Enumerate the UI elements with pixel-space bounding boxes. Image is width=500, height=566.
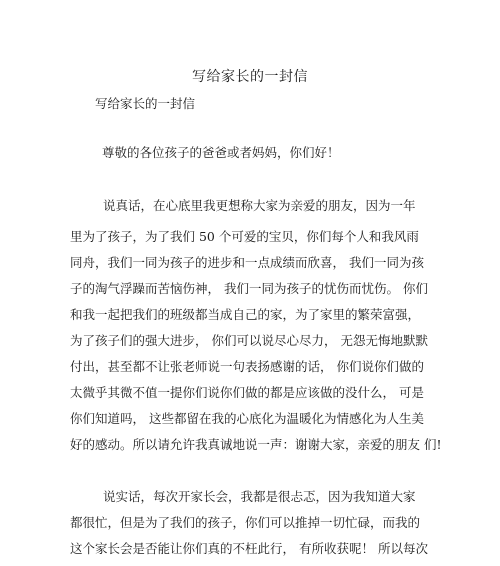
paragraph-line: 子的淘气浮躁而苦恼伤神， 我们一同为孩子的忧伤而忧伤。 你们 [70, 281, 428, 296]
paragraph-line: 和我一起把我们的班级都当成自己的家，为了家里的繁荣富强， [70, 307, 421, 322]
paragraph-line: 同舟，我们一同为孩子的进步和一点成绩而欣喜， 我们一同为孩 [70, 255, 424, 270]
document-subtitle: 写给家长的一封信 [95, 96, 196, 111]
greeting-line: 尊敬的各位孩子的爸爸或者妈妈，你们好！ [102, 145, 340, 160]
paragraph-line: 都很忙，但是为了我们的孩子，你们可以推掉一切忙碌，而我的 [70, 515, 421, 530]
paragraph-line: 说实话，每次开家长会，我都是很忐忑，因为我知道大家 [103, 489, 416, 504]
paragraph-line: 付出，甚至都不让张老师说一句表扬感谢的话， 你们说你们做的 [70, 359, 424, 374]
paragraph-line: 为了孩子们的强大进步， 你们可以说尽心尽力， 无怨无悔地默默 [70, 333, 428, 348]
paragraph-line: 这个家长会是否能让你们真的不枉此行， 有所收获呢！ 所以每次 [70, 541, 428, 556]
paragraph-line: 说真话，在心底里我更想称大家为亲爱的朋友，因为一年 [103, 198, 416, 213]
paragraph-line: 你们知道吗， 这些都留在我的心底化为温暖化为情感化为人生美 [70, 411, 424, 426]
paragraph-line: 里为了孩子，为了我们 50 个可爱的宝贝，你们每个人和我风雨 [70, 229, 419, 244]
paragraph-line: 太微乎其微不值一提你们说你们做的都是应该做的没什么， 可是 [70, 385, 424, 400]
paragraph-line: 好的感动。所以请允许我真诚地说一声：谢谢大家，亲爱的朋友 们! [70, 437, 442, 452]
document-title: 写给家长的一封信 [192, 69, 308, 85]
